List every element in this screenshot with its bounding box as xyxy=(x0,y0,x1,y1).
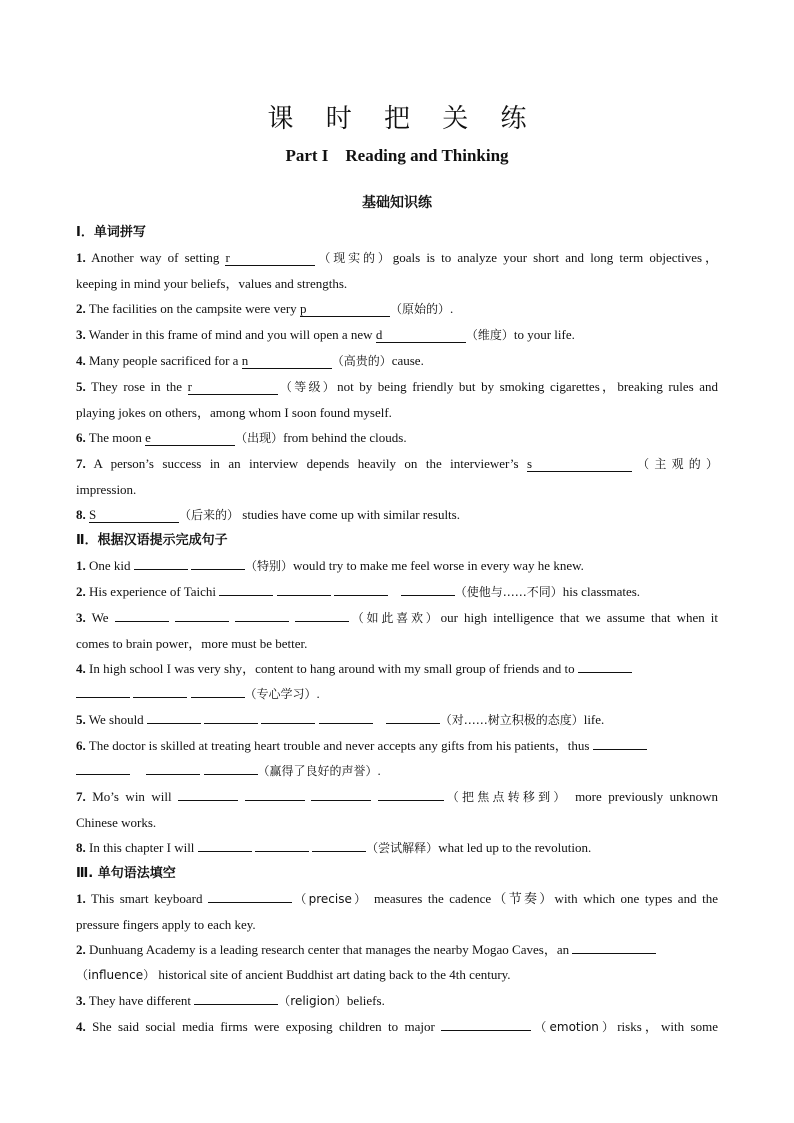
part-heading: Part I Reading and Thinking xyxy=(285,146,509,165)
subtitle: 基础知识练 xyxy=(362,195,432,211)
question-1-5-cont: playing jokes on others，among whom I soon found myself. xyxy=(76,405,392,420)
answer-blank[interactable] xyxy=(76,760,130,775)
answer-blank[interactable] xyxy=(76,683,130,698)
question-1-7: 7. A person’s success in an interview depends heavily on the interviewer’s s （主观的） xyxy=(76,456,718,471)
section-3-heading: Ⅲ. 单句语法填空 xyxy=(76,866,176,881)
question-1-5: 5. They rose in the r （等级）not by being friendly but by smoking cigarettes，breaking rules and xyxy=(76,379,718,394)
question-1-8: 8. S （后来的） studies have come up with similar results. xyxy=(76,507,460,522)
question-1-7-cont: impression. xyxy=(76,482,137,497)
answer-blank[interactable]: S xyxy=(89,508,179,523)
answer-blank[interactable]: s xyxy=(527,457,632,472)
answer-blank[interactable] xyxy=(572,939,656,954)
section-2-heading: Ⅱ．根据汉语提示完成句子 xyxy=(76,533,228,548)
answer-blank[interactable] xyxy=(311,786,371,801)
answer-blank[interactable] xyxy=(593,735,647,750)
answer-blank[interactable] xyxy=(134,555,188,570)
question-2-8: 8. In this chapter I will （尝试解释）what led up to the revolution. xyxy=(76,835,718,861)
answer-blank[interactable] xyxy=(191,555,245,570)
answer-blank[interactable] xyxy=(204,760,258,775)
answer-blank[interactable] xyxy=(295,607,349,622)
answer-blank[interactable] xyxy=(208,888,292,903)
question-2-5: 5. We should （对……树立积极的态度）life. xyxy=(76,707,718,733)
answer-blank[interactable] xyxy=(178,786,238,801)
answer-blank[interactable] xyxy=(146,760,200,775)
answer-blank[interactable] xyxy=(194,990,278,1005)
question-1-1: 1. Another way of setting r （现实的）goals is to analyze your short and long term objectives， xyxy=(76,250,718,265)
question-2-4: 4. In high school I was very shy，content to hang around with my small group of friends and to （专心学习）. xyxy=(76,656,718,707)
section-1-heading: Ⅰ．单词拼写 xyxy=(76,225,146,240)
answer-blank[interactable]: e xyxy=(145,431,235,446)
answer-blank[interactable] xyxy=(245,786,305,801)
question-2-6: 6. The doctor is skilled at treating heart trouble and never accepts any gifts from his patients，thus （赢得了良好的声誉）. xyxy=(76,733,718,784)
answer-blank[interactable] xyxy=(277,581,331,596)
answer-blank[interactable] xyxy=(319,709,373,724)
answer-blank[interactable] xyxy=(441,1016,531,1031)
question-3-4: 4. She said social media firms were exposing children to major （emotion）risks，with some xyxy=(76,1014,718,1040)
answer-blank[interactable] xyxy=(401,581,455,596)
answer-blank[interactable]: p xyxy=(300,302,390,317)
answer-blank[interactable]: d xyxy=(376,328,466,343)
answer-blank[interactable] xyxy=(334,581,388,596)
answer-blank[interactable] xyxy=(378,786,444,801)
question-1-4: 4. Many people sacrificed for a n （高贵的）cause. xyxy=(76,353,424,368)
answer-blank[interactable] xyxy=(191,683,245,698)
question-3-1-cont: pressure fingers apply to each key. xyxy=(76,917,256,932)
answer-blank[interactable] xyxy=(147,709,201,724)
answer-blank[interactable]: r xyxy=(188,380,278,395)
question-2-7-cont: Chinese works. xyxy=(76,815,157,830)
question-3-1: 1. This smart keyboard （precise） measures the cadence（节奏）with which one types and the xyxy=(76,886,718,912)
answer-blank[interactable] xyxy=(204,709,258,724)
question-1-2: 2. The facilities on the campsite were very p （原始的）. xyxy=(76,301,454,316)
question-1-6: 6. The moon e （出现）from behind the clouds. xyxy=(76,430,407,445)
question-2-2: 2. His experience of Taichi （使他与……不同）his classmates. xyxy=(76,579,718,605)
answer-blank[interactable] xyxy=(255,837,309,852)
question-2-1: 1. One kid （特别）would try to make me feel worse in every way he knew. xyxy=(76,553,718,579)
question-1-3: 3. Wander in this frame of mind and you will open a new d （维度）to your life. xyxy=(76,327,575,342)
question-2-7: 7. Mo’s win will （把焦点转移到） more previously unknown xyxy=(76,784,718,810)
answer-blank[interactable] xyxy=(235,607,289,622)
answer-blank[interactable] xyxy=(115,607,169,622)
answer-blank[interactable]: r xyxy=(225,251,315,266)
answer-blank[interactable]: n xyxy=(242,354,332,369)
question-2-3: 3. We （如此喜欢）our high intelligence that we assume that when it xyxy=(76,605,718,631)
answer-blank[interactable] xyxy=(578,658,632,673)
question-1-1-cont: keeping in mind your beliefs，values and strengths. xyxy=(76,276,348,291)
answer-blank[interactable] xyxy=(312,837,366,852)
answer-blank[interactable] xyxy=(386,709,440,724)
answer-blank[interactable] xyxy=(175,607,229,622)
question-2-3-cont: comes to brain power，more must be better. xyxy=(76,636,308,651)
page-title: 课 时 把 关 练 xyxy=(267,104,539,134)
answer-blank[interactable] xyxy=(198,837,252,852)
answer-blank[interactable] xyxy=(261,709,315,724)
question-3-2: 2. Dunhuang Academy is a leading research center that manages the nearby Mogao Caves，an （influence） historical site of ancient Buddhist art dating back to the 4th century. xyxy=(76,937,718,988)
answer-blank[interactable] xyxy=(133,683,187,698)
question-3-3: 3. They have different （religion）beliefs. xyxy=(76,988,718,1014)
exercise-content xyxy=(76,220,718,1040)
answer-blank[interactable] xyxy=(219,581,273,596)
